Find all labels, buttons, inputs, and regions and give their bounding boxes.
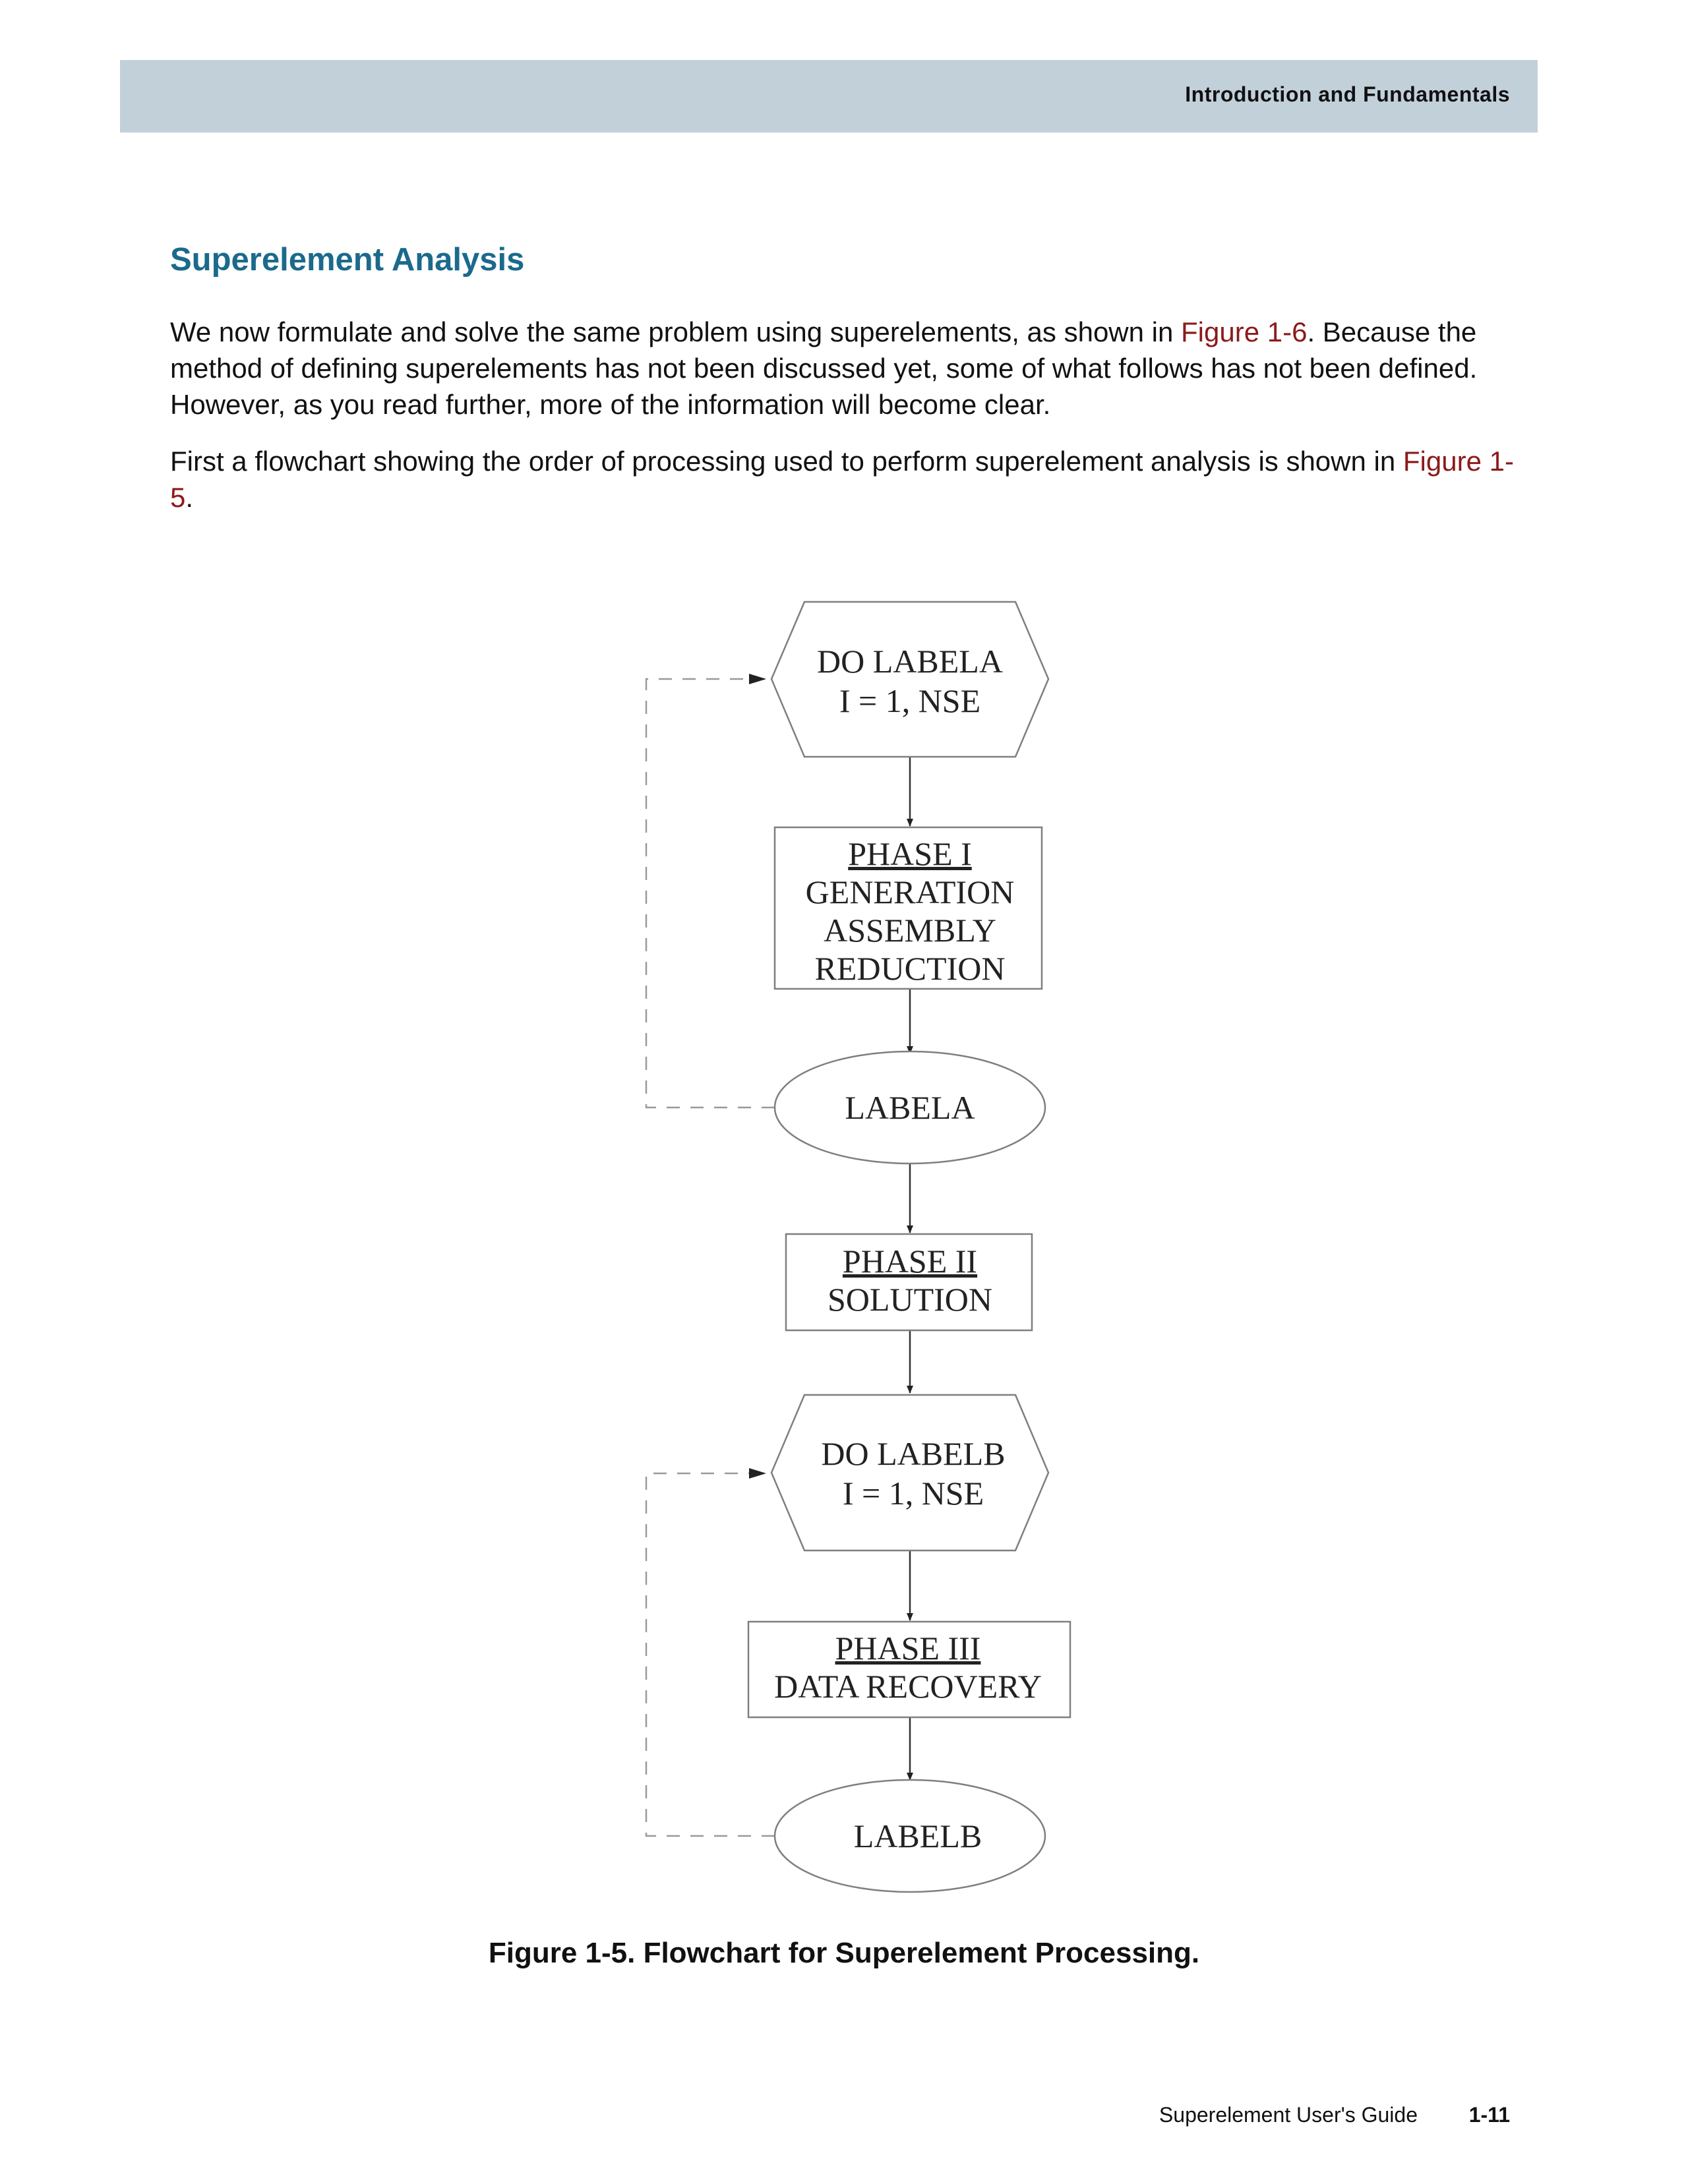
paragraph-2 [170,443,1515,516]
node-phase-2-title: PHASE II [842,1243,978,1280]
node-labela-label: LABELA [845,1089,975,1126]
node-phase-3-title: PHASE III [835,1630,981,1667]
node-labela [775,1051,1045,1164]
figure-1-6-link[interactable]: Figure 1-6 [1181,316,1308,347]
figure-caption: Figure 1-5. Flowchart for Superelement Processing. [488,1937,1200,1969]
footer-page-number: 1-11 [1468,2103,1510,2127]
node-labelb [775,1780,1045,1892]
section-heading: Superelement Analysis [170,242,525,278]
node-do-labela-line-2: I = 1, NSE [839,682,981,719]
node-phase-2-line-2: SOLUTION [828,1281,992,1318]
flowchart-svg [593,580,1095,1918]
header-title: Introduction and Fundamentals [1185,82,1510,106]
paragraph-2-text-a: First a flowchart showing the order of processing used to perform superelement analysis is shown in [170,446,1403,477]
node-phase-3 [748,1622,1070,1717]
loop-a-arrowhead [749,674,766,684]
node-phase-1 [775,827,1042,989]
node-phase-2 [786,1234,1032,1330]
figure-1-5-link[interactable]: Figure 1-5 [170,446,1514,513]
node-phase-1-line-2: GENERATION [805,873,1015,910]
node-phase-1-line-4: REDUCTION [814,950,1006,987]
node-labelb-label: LABELB [853,1817,982,1854]
node-phase-1-line-3: ASSEMBLY [824,912,996,949]
node-do-labela-line-1: DO LABELA [817,643,1003,680]
flowchart [593,580,1095,1918]
paragraph-1-text-b: . Because the method of defining superelements has not been discussed yet, some of what follows has not been defined. However, as you read further, more of the information will become clear. [170,316,1478,420]
node-do-labelb [771,1395,1048,1550]
node-do-labelb-line-1: DO LABELB [821,1435,1006,1472]
node-phase-3-line-2: DATA RECOVERY [774,1668,1042,1705]
node-phase-1-title: PHASE I [848,835,972,872]
node-do-labelb-line-2: I = 1, NSE [842,1475,984,1512]
paragraph-2-text-b: . [185,482,194,513]
paragraph-1 [170,314,1515,423]
loop-b-arrowhead [749,1468,766,1479]
header-band [120,60,1538,133]
footer-guide-title: Superelement User's Guide [1159,2103,1418,2127]
paragraph-1-text-a: We now formulate and solve the same problem using superelements, as shown in [170,316,1182,347]
loop-a-return-line [646,679,775,1107]
node-do-labela [771,602,1048,757]
